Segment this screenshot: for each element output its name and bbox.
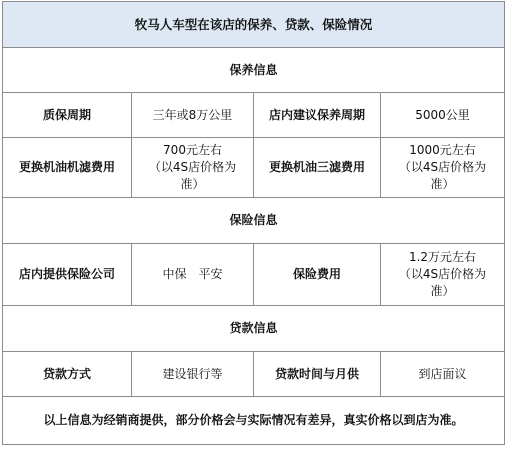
table-row (3, 352, 505, 397)
insurance-cost-value (381, 244, 505, 306)
insurance-cost-value-line-2: （以4S店价格为 (398, 267, 487, 281)
three-filters-label: 更换机油三滤费用 (254, 138, 381, 198)
footer-note: 以上信息为经销商提供，部分价格会与实际情况有差异，真实价格以到店为准。 (3, 397, 505, 445)
loan-method-value: 建设银行等 (132, 352, 254, 397)
section-heading-loan: 贷款信息 (3, 306, 505, 352)
table-row (3, 244, 505, 306)
three-filters-value-line-2: （以4S店价格为 (398, 160, 487, 174)
oil-filter-value (132, 138, 254, 198)
title-row (3, 2, 505, 48)
loan-method-label: 贷款方式 (3, 352, 132, 397)
table-row (3, 93, 505, 138)
footer-row (3, 397, 505, 445)
warranty-label: 质保周期 (3, 93, 132, 138)
dealer-info-table (2, 1, 505, 445)
section-heading-insurance: 保险信息 (3, 198, 505, 244)
oil-filter-label: 更换机油机滤费用 (3, 138, 132, 198)
three-filters-value-line-1: 1000元左右 (409, 143, 476, 157)
three-filters-value (381, 138, 505, 198)
loan-term-value: 到店面议 (381, 352, 505, 397)
oil-filter-value-line-2: （以4S店价格为 (148, 160, 237, 174)
section-heading-maintenance: 保养信息 (3, 48, 505, 93)
insurance-company-value: 中保 平安 (132, 244, 254, 306)
table-row (3, 138, 505, 198)
insurance-cost-value-line-3: 准） (430, 284, 455, 298)
insurance-company-label: 店内提供保险公司 (3, 244, 132, 306)
interval-value: 5000公里 (381, 93, 505, 138)
warranty-value: 三年或8万公里 (132, 93, 254, 138)
maintenance-heading-row (3, 48, 505, 93)
three-filters-value-line-3: 准） (430, 177, 455, 191)
table-title: 牧马人车型在该店的保养、贷款、保险情况 (3, 2, 505, 48)
insurance-heading-row (3, 198, 505, 244)
oil-filter-value-line-1: 700元左右 (163, 143, 222, 157)
loan-term-label: 贷款时间与月供 (254, 352, 381, 397)
insurance-cost-value-line-1: 1.2万元左右 (408, 250, 477, 264)
loan-heading-row (3, 306, 505, 352)
interval-label: 店内建议保养周期 (254, 93, 381, 138)
insurance-cost-label: 保险费用 (254, 244, 381, 306)
oil-filter-value-line-3: 准） (180, 177, 205, 191)
